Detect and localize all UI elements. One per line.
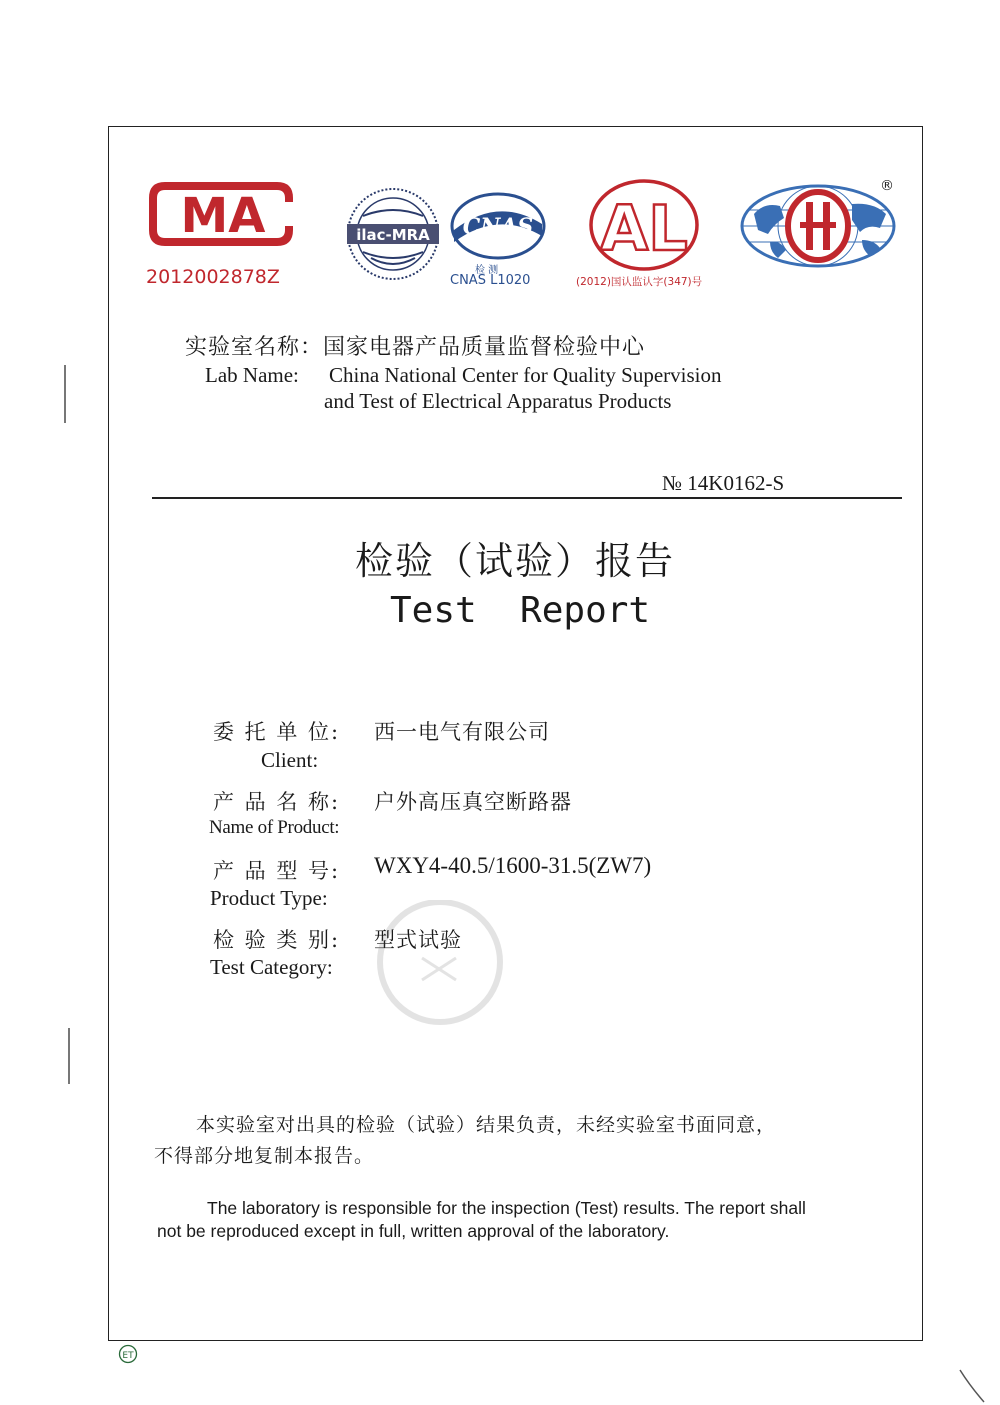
lab-name-en-line2: and Test of Electrical Apparatus Products [324,389,672,413]
product-name-label-en: Name of Product: [209,817,340,838]
scan-mark-bottom-right [958,1368,988,1404]
cal-logo [588,178,700,272]
cma-code: 2012002878Z [146,266,280,288]
report-title-en: Test Report [390,590,651,631]
report-title-cn: 检验（试验）报告 [354,539,675,583]
globe-seal-logo [740,184,900,268]
product-type-label-cn: 产 品 型 号: [213,859,341,883]
cal-logo-text: AL [600,192,688,265]
cnas-logo-text: CNAS [462,214,534,240]
test-category-value: 型式试验 [374,928,462,952]
notice-en-line1: The laboratory is responsible for the inspection (Test) results. The report shall [207,1198,806,1218]
cnas-code: CNAS L1020 [450,273,531,288]
cma-logo-text: MA [180,188,266,244]
scan-mark-left-bottom [66,1028,72,1088]
cnas-subtitle: 检 测 [475,265,499,276]
notice-cn-line1: 本实验室对出具的检验（试验）结果负责，未经实验室书面同意， [196,1114,777,1136]
report-number: № 14K0162-S [662,471,785,495]
lab-name-cn: 实验室名称：国家电器产品质量监督检验中心 [185,335,646,360]
test-category-label-en: Test Category: [210,955,333,979]
registered-mark: ® [880,178,894,194]
client-value: 西一电气有限公司 [374,720,550,744]
notice-cn-line2: 不得部分地复制本报告。 [154,1145,375,1167]
lab-name-en-line1: China National Center for Quality Supervision [329,363,722,387]
ilac-mra-logo [343,186,443,282]
test-category-label-cn: 检 验 类 别: [213,928,341,952]
cal-code: (2012)国认监认字(347)号 [576,276,703,288]
notice-en-line2: not be reproduced except in full, written approval of the laboratory. [157,1221,670,1241]
ilac-mra-text: ilac-MRA [356,226,430,244]
cma-logo [145,178,297,250]
header-divider [152,497,902,499]
product-type-value: WXY4-40.5/1600-31.5(ZW7) [374,853,652,878]
scan-mark-left-top [62,365,68,425]
faint-seal-stamp [358,900,523,1030]
cnas-logo [448,190,548,262]
product-name-value: 户外高压真空断路器 [374,790,572,814]
et-footer-mark [118,1344,138,1364]
product-type-label-en: Product Type: [210,886,328,910]
client-label-en: Client: [261,748,319,772]
et-footer-mark-text: ET [122,1351,134,1361]
product-name-label-cn: 产 品 名 称: [213,790,341,814]
client-label-cn: 委 托 单 位: [213,720,341,744]
lab-name-label-en: Lab Name: [205,363,299,387]
